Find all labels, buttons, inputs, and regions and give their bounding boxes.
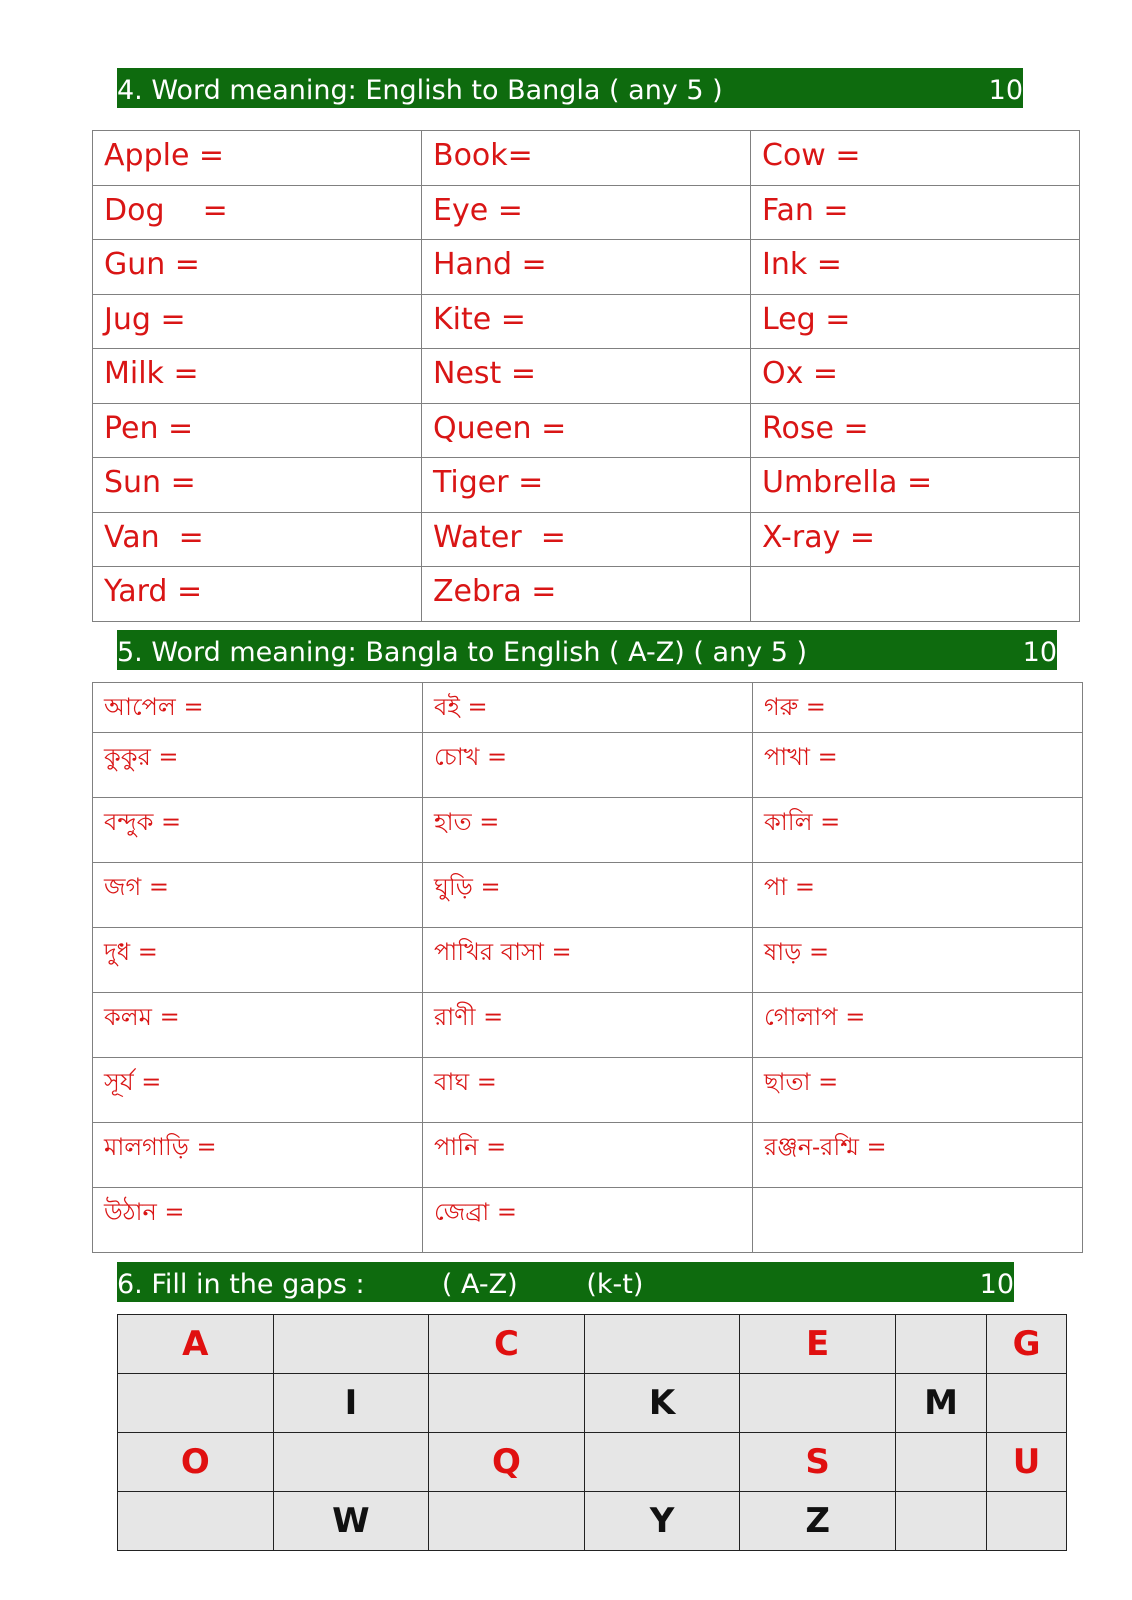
alphabet-cell	[895, 1492, 986, 1551]
bangla-word-row	[93, 1123, 1083, 1188]
english-word-cell: Pen =	[93, 403, 422, 458]
bangla-word-row	[93, 928, 1083, 993]
bangla-word-cell: উঠান =	[93, 1188, 423, 1253]
english-to-bangla-table	[92, 130, 1080, 622]
bangla-word-cell: পা =	[753, 863, 1083, 928]
bangla-word-row	[93, 683, 1083, 733]
alphabet-row	[118, 1492, 1067, 1551]
alphabet-cell: M	[895, 1374, 986, 1433]
english-word-cell: Cow =	[751, 131, 1080, 186]
english-word-cell: Rose =	[751, 403, 1080, 458]
bangla-word-cell: হাত =	[423, 798, 753, 863]
english-word-cell: Sun =	[93, 458, 422, 513]
alphabet-row	[118, 1374, 1067, 1433]
alphabet-cell: E	[740, 1315, 896, 1374]
bangla-word-row	[93, 798, 1083, 863]
english-word-cell: Milk =	[93, 349, 422, 404]
alphabet-cell: W	[273, 1492, 429, 1551]
english-word-row	[93, 185, 1080, 240]
english-word-cell: Ink =	[751, 240, 1080, 295]
english-word-cell: Umbrella =	[751, 458, 1080, 513]
english-word-cell: Ox =	[751, 349, 1080, 404]
bangla-word-cell: পানি =	[423, 1123, 753, 1188]
english-word-row	[93, 567, 1080, 622]
section-4-header	[117, 68, 1023, 108]
bangla-word-cell: কুকুর =	[93, 733, 423, 798]
english-word-cell: Kite =	[422, 294, 751, 349]
alphabet-cell: G	[987, 1315, 1067, 1374]
english-word-row	[93, 294, 1080, 349]
section-6-header	[117, 1262, 1014, 1302]
english-word-cell: Book=	[422, 131, 751, 186]
section-5-header	[117, 630, 1057, 670]
english-word-cell: Eye =	[422, 185, 751, 240]
bangla-word-cell: ষাড় =	[753, 928, 1083, 993]
alphabet-cell	[584, 1315, 740, 1374]
english-word-cell: Queen =	[422, 403, 751, 458]
bangla-word-cell: চোখ =	[423, 733, 753, 798]
alphabet-cell: S	[740, 1433, 896, 1492]
bangla-word-cell: কলম =	[93, 993, 423, 1058]
english-word-cell: Fan =	[751, 185, 1080, 240]
english-word-cell	[751, 567, 1080, 622]
bangla-to-english-table	[92, 682, 1083, 1253]
bangla-word-cell: পাখা =	[753, 733, 1083, 798]
alphabet-cell: K	[584, 1374, 740, 1433]
english-word-row	[93, 458, 1080, 513]
alphabet-cell: Q	[429, 1433, 585, 1492]
section-5-title: 5. Word meaning: Bangla to English ( A-Z) ( any 5 )	[117, 636, 808, 668]
alphabet-cell	[895, 1315, 986, 1374]
english-word-row	[93, 349, 1080, 404]
section-4-title: 4. Word meaning: English to Bangla ( any 5 )	[117, 74, 723, 106]
english-word-cell: Dog =	[93, 185, 422, 240]
bangla-word-cell: পাখির বাসা =	[423, 928, 753, 993]
alphabet-cell: Z	[740, 1492, 896, 1551]
alphabet-cell	[895, 1433, 986, 1492]
alphabet-cell	[987, 1492, 1067, 1551]
bangla-word-cell: সূর্য =	[93, 1058, 423, 1123]
english-word-cell: Jug =	[93, 294, 422, 349]
bangla-word-row	[93, 863, 1083, 928]
alphabet-cell: O	[118, 1433, 274, 1492]
alphabet-cell	[429, 1374, 585, 1433]
section-5-marks: 10	[1022, 636, 1057, 668]
bangla-word-cell: আপেল =	[93, 683, 423, 733]
english-word-row	[93, 512, 1080, 567]
bangla-word-cell: রাণী =	[423, 993, 753, 1058]
english-word-cell: Tiger =	[422, 458, 751, 513]
alphabet-cell	[273, 1433, 429, 1492]
english-word-cell: Hand =	[422, 240, 751, 295]
bangla-word-row	[93, 993, 1083, 1058]
bangla-word-cell: ছাতা =	[753, 1058, 1083, 1123]
english-word-cell: X-ray =	[751, 512, 1080, 567]
alphabet-cell: C	[429, 1315, 585, 1374]
alphabet-gap-grid	[117, 1314, 1067, 1551]
alphabet-cell	[584, 1433, 740, 1492]
alphabet-cell	[740, 1374, 896, 1433]
bangla-word-cell: ঘুড়ি =	[423, 863, 753, 928]
bangla-word-cell: রঞ্জন-রশ্মি =	[753, 1123, 1083, 1188]
bangla-word-cell: দুধ =	[93, 928, 423, 993]
alphabet-cell	[118, 1374, 274, 1433]
bangla-word-cell: মালগাড়ি =	[93, 1123, 423, 1188]
bangla-word-row	[93, 1188, 1083, 1253]
bangla-word-cell: গোলাপ =	[753, 993, 1083, 1058]
bangla-word-row	[93, 733, 1083, 798]
section-6-title: 6. Fill in the gaps : ( A-Z) (k-t)	[117, 1268, 644, 1300]
bangla-word-cell: জেব্রা =	[423, 1188, 753, 1253]
bangla-word-cell: কালি =	[753, 798, 1083, 863]
alphabet-cell: I	[273, 1374, 429, 1433]
alphabet-row	[118, 1315, 1067, 1374]
english-word-row	[93, 240, 1080, 295]
alphabet-cell	[273, 1315, 429, 1374]
alphabet-cell: Y	[584, 1492, 740, 1551]
bangla-word-cell: গরু =	[753, 683, 1083, 733]
bangla-word-row	[93, 1058, 1083, 1123]
english-word-cell: Nest =	[422, 349, 751, 404]
section-6-marks: 10	[979, 1268, 1014, 1300]
alphabet-cell	[987, 1374, 1067, 1433]
bangla-word-cell	[753, 1188, 1083, 1253]
alphabet-cell	[429, 1492, 585, 1551]
english-word-cell: Gun =	[93, 240, 422, 295]
english-word-cell: Zebra =	[422, 567, 751, 622]
english-word-cell: Water =	[422, 512, 751, 567]
section-4-marks: 10	[988, 74, 1023, 106]
english-word-row	[93, 131, 1080, 186]
english-word-cell: Apple =	[93, 131, 422, 186]
english-word-row	[93, 403, 1080, 458]
alphabet-row	[118, 1433, 1067, 1492]
alphabet-cell	[118, 1492, 274, 1551]
bangla-word-cell: বাঘ =	[423, 1058, 753, 1123]
bangla-word-cell: বন্দুক =	[93, 798, 423, 863]
bangla-word-cell: জগ =	[93, 863, 423, 928]
english-word-cell: Van =	[93, 512, 422, 567]
english-word-cell: Yard =	[93, 567, 422, 622]
alphabet-cell: A	[118, 1315, 274, 1374]
alphabet-cell: U	[987, 1433, 1067, 1492]
english-word-cell: Leg =	[751, 294, 1080, 349]
bangla-word-cell: বই =	[423, 683, 753, 733]
